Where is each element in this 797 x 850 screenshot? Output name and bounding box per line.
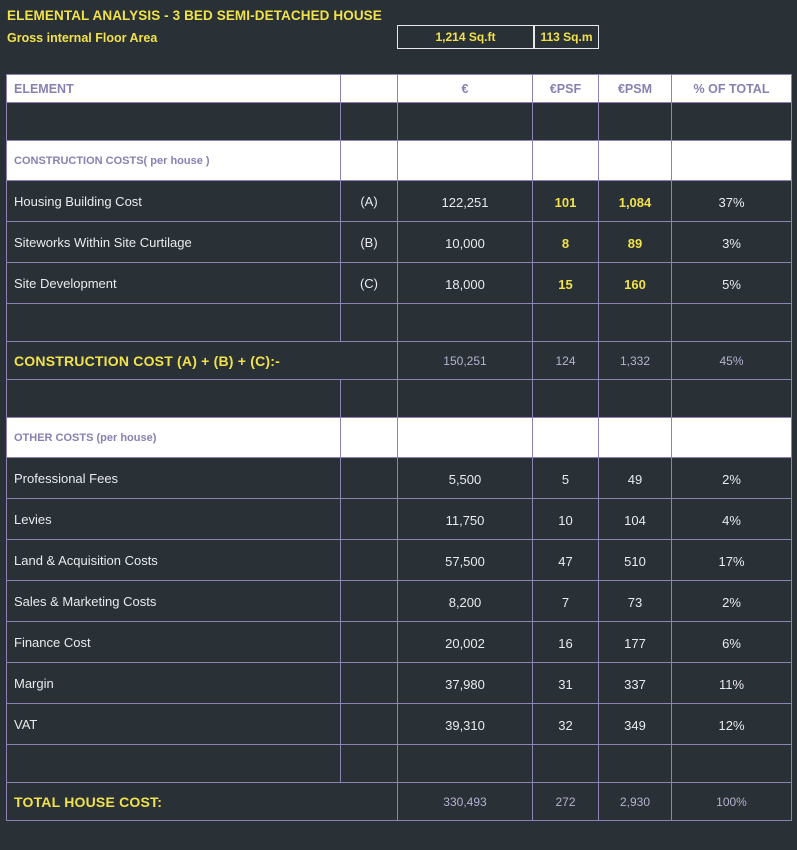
row-euro: 10,000 (398, 222, 533, 263)
grand-total-euro: 330,493 (398, 783, 533, 821)
construction-total-label: CONSTRUCTION COST (A) + (B) + (C):- (7, 342, 398, 380)
row-euro: 122,251 (398, 181, 533, 222)
spacer-row (7, 304, 792, 342)
row-label: Finance Cost (7, 622, 341, 663)
row-psf: 31 (533, 663, 599, 704)
spacer-row (7, 380, 792, 418)
row-psm: 349 (599, 704, 672, 745)
row-psm: 337 (599, 663, 672, 704)
page-title: ELEMENTAL ANALYSIS - 3 BED SEMI-DETACHED HOUSE (7, 8, 382, 23)
row-euro: 39,310 (398, 704, 533, 745)
row-label: Land & Acquisition Costs (7, 540, 341, 581)
section-label: OTHER COSTS (per house) (7, 418, 341, 458)
row-euro: 18,000 (398, 263, 533, 304)
grand-total-psf: 272 (533, 783, 599, 821)
row-psf: 16 (533, 622, 599, 663)
construction-total-psf: 124 (533, 342, 599, 380)
row-label: Site Development (7, 263, 341, 304)
construction-total-row (7, 342, 792, 380)
row-pct: 2% (672, 458, 792, 499)
row-label: Professional Fees (7, 458, 341, 499)
section-label: CONSTRUCTION COSTS( per house ) (7, 141, 341, 181)
row-pct: 6% (672, 622, 792, 663)
section-header-other (7, 418, 792, 458)
col-header-euro: € (398, 75, 533, 103)
grand-total-psm: 2,930 (599, 783, 672, 821)
col-header-ref (341, 75, 398, 103)
row-pct: 3% (672, 222, 792, 263)
row-pct: 5% (672, 263, 792, 304)
table-row (7, 663, 792, 704)
row-euro: 8,200 (398, 581, 533, 622)
floor-area-label: Gross internal Floor Area (7, 31, 158, 45)
row-psf: 15 (533, 263, 599, 304)
row-label: Housing Building Cost (7, 181, 341, 222)
row-euro: 37,980 (398, 663, 533, 704)
table-row (7, 222, 792, 263)
area-sqm-box: 113 Sq.m (534, 25, 599, 49)
row-psf: 101 (533, 181, 599, 222)
table-header-row (7, 75, 792, 103)
row-pct: 2% (672, 581, 792, 622)
row-ref: (A) (341, 181, 398, 222)
row-psf: 8 (533, 222, 599, 263)
row-euro: 5,500 (398, 458, 533, 499)
row-psf: 10 (533, 499, 599, 540)
row-psf: 5 (533, 458, 599, 499)
cost-table (6, 74, 792, 821)
table-row (7, 540, 792, 581)
table-row (7, 622, 792, 663)
row-label: Sales & Marketing Costs (7, 581, 341, 622)
row-psm: 49 (599, 458, 672, 499)
row-ref: (C) (341, 263, 398, 304)
col-header-psm: €PSM (599, 75, 672, 103)
row-pct: 11% (672, 663, 792, 704)
table-row (7, 181, 792, 222)
table-row (7, 704, 792, 745)
row-psm: 89 (599, 222, 672, 263)
spacer-row (7, 103, 792, 141)
row-psm: 73 (599, 581, 672, 622)
table-row (7, 458, 792, 499)
construction-total-psm: 1,332 (599, 342, 672, 380)
row-pct: 4% (672, 499, 792, 540)
construction-total-pct: 45% (672, 342, 792, 380)
section-header-construction (7, 141, 792, 181)
row-psm: 510 (599, 540, 672, 581)
row-pct: 37% (672, 181, 792, 222)
row-pct: 12% (672, 704, 792, 745)
row-psm: 104 (599, 499, 672, 540)
spacer-row (7, 745, 792, 783)
col-header-pct: % OF TOTAL (672, 75, 792, 103)
col-header-element: ELEMENT (7, 75, 341, 103)
row-psm: 160 (599, 263, 672, 304)
row-label: Margin (7, 663, 341, 704)
col-header-psf: €PSF (533, 75, 599, 103)
row-psf: 32 (533, 704, 599, 745)
construction-total-euro: 150,251 (398, 342, 533, 380)
row-euro: 20,002 (398, 622, 533, 663)
grand-total-label: TOTAL HOUSE COST: (7, 783, 398, 821)
row-label: Siteworks Within Site Curtilage (7, 222, 341, 263)
grand-total-row (7, 783, 792, 821)
row-label: VAT (7, 704, 341, 745)
row-psf: 7 (533, 581, 599, 622)
row-label: Levies (7, 499, 341, 540)
grand-total-pct: 100% (672, 783, 792, 821)
row-euro: 57,500 (398, 540, 533, 581)
area-sqft-box: 1,214 Sq.ft (397, 25, 534, 49)
row-psm: 177 (599, 622, 672, 663)
table-row (7, 263, 792, 304)
row-euro: 11,750 (398, 499, 533, 540)
row-psf: 47 (533, 540, 599, 581)
table-row (7, 499, 792, 540)
row-psm: 1,084 (599, 181, 672, 222)
table-row (7, 581, 792, 622)
row-pct: 17% (672, 540, 792, 581)
row-ref: (B) (341, 222, 398, 263)
